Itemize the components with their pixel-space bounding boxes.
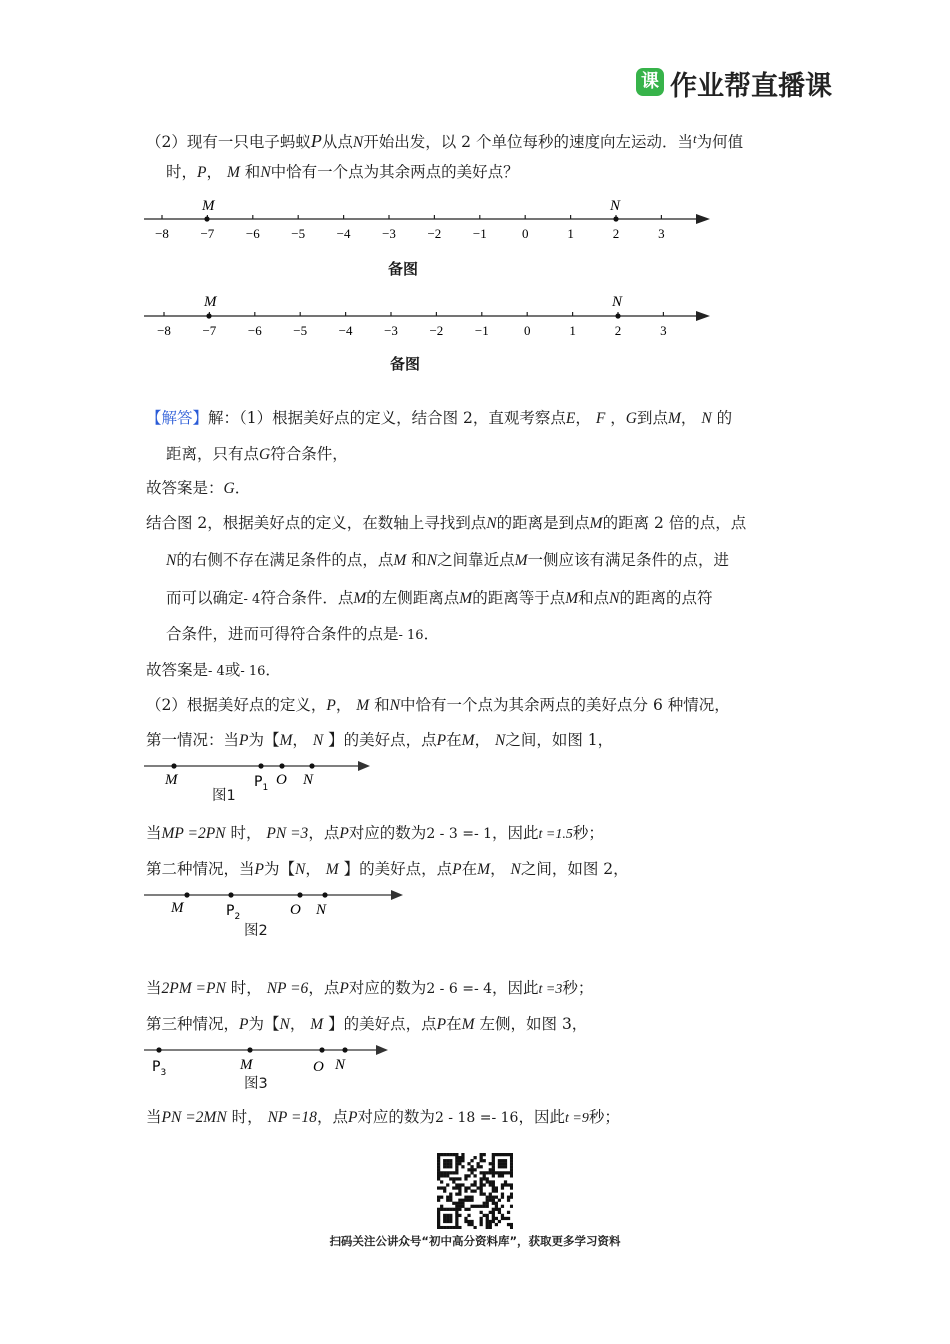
tick-label: 2 bbox=[614, 323, 622, 338]
fig1-caption: 图1 bbox=[212, 788, 236, 804]
tick-label: −3 bbox=[384, 323, 398, 338]
figure-1 bbox=[140, 756, 380, 792]
answer-line-3: 故答案是：G． bbox=[146, 479, 251, 497]
question-line-1: （2）现有一只电子蚂蚁P从点N开始出发，以 2 个单位每秒的速度向左运动．当$^t$为何值 bbox=[146, 131, 744, 151]
tick-label: −2 bbox=[427, 226, 442, 241]
fig2-label-m: M bbox=[171, 900, 184, 916]
tick-label: 3 bbox=[660, 323, 667, 338]
tick-label: −8 bbox=[155, 226, 169, 241]
answer-line-1: 【解答】解：（1）根据美好点的定义，结合图 2，直观考察点E， F ，G到点M， N 的 bbox=[146, 409, 733, 427]
tick-label: 2 bbox=[612, 226, 620, 241]
tick-label: −7 bbox=[202, 323, 217, 338]
answer-line-5: N的右侧不存在满足条件的点，点M 和N之间靠近点M一侧应该有满足条件的点，进 bbox=[166, 551, 730, 569]
number-line-2 bbox=[140, 288, 720, 344]
fig1-label-m: M bbox=[165, 772, 178, 788]
case-1-result: 当MP =2PN 时， PN =3，点P对应的数为2 - 3 =- 1，因此t =1.5秒； bbox=[146, 824, 604, 842]
case-1-intro: 第一情况：当P为【M， N 】的美好点，点P在M， N之间，如图 1， bbox=[146, 731, 614, 749]
answer-line-9: （2）根据美好点的定义，P， M 和N中恰有一个点为其余两点的美好点分 6 种情况， bbox=[146, 696, 730, 714]
case-2-result: 当2PM =PN 时， NP =6，点P对应的数为2 - 6 =- 4，因此t =3秒； bbox=[146, 979, 594, 997]
fig3-caption: 图3 bbox=[244, 1076, 268, 1092]
point-n bbox=[615, 313, 620, 318]
qr-code-icon bbox=[437, 1153, 513, 1229]
point-m bbox=[204, 216, 209, 221]
answer-tag: 【解答】 bbox=[146, 409, 209, 427]
fig3-label-m: M bbox=[240, 1057, 253, 1073]
question-line-2: 时，P， M 和N中恰有一个点为其余两点的美好点？ bbox=[166, 163, 519, 181]
tick-label: −3 bbox=[382, 226, 396, 241]
point-n bbox=[613, 216, 618, 221]
number-line-1 bbox=[140, 192, 720, 248]
tick-label: −1 bbox=[474, 323, 489, 338]
fig2-label-p: $P_2$ bbox=[226, 903, 241, 920]
answer-line-8: 故答案是- 4或- 16． bbox=[146, 661, 281, 679]
tick-label: −4 bbox=[338, 323, 353, 338]
figure-3 bbox=[140, 1040, 400, 1076]
label-n: N bbox=[612, 294, 623, 310]
tick-label: −5 bbox=[291, 226, 306, 241]
label-m: M bbox=[202, 198, 215, 214]
fig1-label-p: $P_1$ bbox=[254, 774, 269, 792]
caption-backup-1: 备图 bbox=[388, 260, 419, 278]
footer-note: 扫码关注公讲众号“初中高分资料库”，获取更多学习资料 bbox=[329, 1234, 621, 1248]
label-m: M bbox=[204, 294, 217, 310]
tick-label: −7 bbox=[200, 226, 215, 241]
tick-label: −1 bbox=[472, 226, 487, 241]
fig2-caption: 图2 bbox=[244, 923, 268, 939]
case-3-intro: 第三种情况，P为【N， M 】的美好点，点P在M 左侧，如图 3， bbox=[146, 1015, 588, 1033]
caption-backup-2: 备图 bbox=[390, 355, 421, 373]
fig2-label-n: N bbox=[316, 902, 327, 918]
tick-label: −4 bbox=[336, 226, 351, 241]
fig2-label-o: O bbox=[290, 902, 301, 918]
fig3-label-n: N bbox=[335, 1057, 346, 1073]
tick-label: −2 bbox=[429, 323, 444, 338]
answer-line-4: 结合图 2，根据美好点的定义，在数轴上寻找到点N的距离是到点M的距离 2 倍的点，点 bbox=[146, 514, 747, 532]
tick-label: −8 bbox=[157, 323, 171, 338]
brand-logo-icon: 课 bbox=[636, 68, 664, 96]
tick-label: −5 bbox=[293, 323, 308, 338]
tick-label: −6 bbox=[247, 323, 262, 338]
answer-line-6: 而可以确定- 4符合条件．点M的左侧距离点M的距离等于点M和点N的距离的点符 bbox=[166, 589, 713, 607]
tick-label: 0 bbox=[523, 323, 531, 338]
tick-label: 0 bbox=[521, 226, 529, 241]
tick-label: −6 bbox=[245, 226, 260, 241]
tick-label: 3 bbox=[658, 226, 665, 241]
fig1-label-n: N bbox=[303, 772, 314, 788]
label-n: N bbox=[610, 198, 621, 214]
figure-2 bbox=[140, 884, 410, 920]
answer-line-7: 合条件，进而可得符合条件的点是- 16． bbox=[166, 625, 440, 643]
fig3-label-p: $P_3$ bbox=[152, 1059, 167, 1076]
tick-label: 1 bbox=[569, 323, 576, 338]
point-m bbox=[206, 313, 211, 318]
fig3-label-o: O bbox=[313, 1059, 324, 1075]
answer-line-2: 距离，只有点G符合条件， bbox=[166, 445, 348, 463]
case-3-result: 当PN =2MN 时， NP =18，点P对应的数为2 - 18 =- 16，因此t =9秒； bbox=[146, 1108, 620, 1126]
brand-name: 作业帮直播课 bbox=[670, 71, 832, 102]
case-2-intro: 第二种情况，当P为【N， M 】的美好点，点P在M， N之间，如图 2， bbox=[146, 860, 629, 878]
fig1-label-o: O bbox=[276, 772, 287, 788]
tick-label: 1 bbox=[567, 226, 574, 241]
